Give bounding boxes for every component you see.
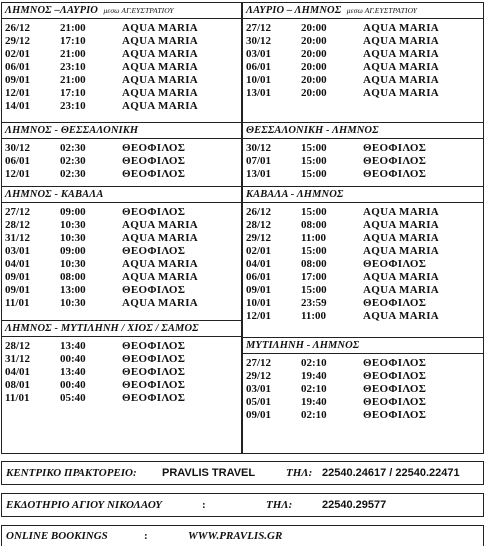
section-header: ΛΗΜΝΟΣ - ΚΑΒΑΛΑ [2,186,241,203]
ship-name: AQUA MARIA [363,87,440,99]
departure-date: 10/01 [246,297,272,309]
departure-time: 11:00 [301,310,327,322]
schedule-row [243,271,483,284]
schedule-row [2,87,241,100]
schedule-row [243,232,483,245]
departure-time: 08:00 [60,271,86,283]
departure-date: 02/01 [5,48,31,60]
ship-name: ΘΕΟΦΙΛΟΣ [363,370,427,382]
departure-date: 10/01 [246,74,272,86]
departure-time: 02:30 [60,155,86,167]
schedule-row [2,142,241,155]
departure-date: 06/01 [246,61,272,73]
departure-date: 05/01 [246,396,272,408]
ship-name: ΘΕΟΦΙΛΟΣ [363,297,427,309]
departure-date: 03/01 [246,48,272,60]
schedule-row [2,100,241,113]
departure-date: 26/12 [5,22,31,34]
departure-time: 15:00 [301,245,327,257]
ship-name: AQUA MARIA [122,74,199,86]
departure-date: 29/12 [246,370,272,382]
schedule-row [243,297,483,310]
ship-name: AQUA MARIA [122,35,199,47]
ship-name: AQUA MARIA [363,271,440,283]
left-column [1,2,242,454]
ship-name: ΘΕΟΦΙΛΟΣ [122,284,186,296]
departure-date: 14/01 [5,100,31,112]
departure-time: 08:00 [301,258,327,270]
agios-tel: 22540.29577 [322,499,387,511]
section-header: ΛΗΜΝΟΣ - ΜΥΤΙΛΗΝΗ / ΧΙΟΣ / ΣΑΜΟΣ [2,320,241,337]
schedule-row [2,155,241,168]
schedule-row [2,168,241,181]
departure-time: 19:40 [301,396,327,408]
ship-name: AQUA MARIA [363,284,440,296]
departure-date: 12/01 [246,310,272,322]
schedule-row [243,357,483,370]
ship-name: AQUA MARIA [363,219,440,231]
departure-time: 17:00 [301,271,327,283]
section-header: ΚΑΒΑΛΑ - ΛΗΜΝΟΣ [243,186,483,203]
schedule-row [243,22,483,35]
ship-name: AQUA MARIA [122,61,199,73]
section-limnos-mytilini [2,320,241,404]
schedule-row [243,87,483,100]
footer-agios [1,493,484,517]
ship-name: AQUA MARIA [122,87,199,99]
departure-time: 13:40 [60,340,86,352]
departure-time: 15:00 [301,155,327,167]
schedule-row [243,396,483,409]
departure-time: 17:10 [60,87,86,99]
departure-date: 13/01 [246,87,272,99]
departure-date: 07/01 [246,155,272,167]
ship-name: AQUA MARIA [363,232,440,244]
departure-date: 26/12 [246,206,272,218]
schedule-row [2,284,241,297]
schedule-row [2,379,241,392]
section-header: ΛΗΜΝΟΣ –ΛΑΥΡΙΟ μεσω ΑΓ.ΕΥΣΤΡΑΤΙΟΥ [2,3,241,19]
departure-time: 15:00 [301,142,327,154]
schedule-row [243,310,483,323]
schedule-row [243,168,483,181]
ship-name: ΘΕΟΦΙΛΟΣ [363,155,427,167]
departure-time: 21:00 [60,74,86,86]
ship-name: ΘΕΟΦΙΛΟΣ [122,245,186,257]
ship-name: ΘΕΟΦΙΛΟΣ [122,168,186,180]
ship-name: AQUA MARIA [122,48,199,60]
ship-name: AQUA MARIA [363,48,440,60]
section-kavala-limnos [243,186,483,322]
departure-date: 30/12 [246,142,272,154]
departure-date: 11/01 [5,392,30,404]
departure-time: 20:00 [301,35,327,47]
departure-date: 06/01 [246,271,272,283]
departure-date: 29/12 [5,35,31,47]
schedule-row [243,155,483,168]
ship-name: AQUA MARIA [122,22,199,34]
agios-colon: : [202,499,206,511]
schedule-row [243,74,483,87]
right-column [242,2,484,454]
ship-name: ΘΕΟΦΙΛΟΣ [122,340,186,352]
departure-date: 31/12 [5,353,31,365]
ship-name: ΘΕΟΦΙΛΟΣ [122,379,186,391]
ship-name: AQUA MARIA [122,258,199,270]
section-lavrio-limnos [243,3,483,99]
departure-date: 28/12 [5,219,31,231]
schedule-row [2,48,241,61]
schedule-row [2,340,241,353]
departure-date: 28/12 [5,340,31,352]
office-label: ΚΕΝΤΡΙΚΟ ΠΡΑΚΤΟΡΕΙΟ: [6,467,137,479]
departure-date: 27/12 [246,22,272,34]
departure-date: 09/01 [5,271,31,283]
departure-time: 13:00 [60,284,86,296]
schedule-row [2,74,241,87]
ship-name: ΘΕΟΦΙΛΟΣ [363,383,427,395]
section-thessaloniki-limnos [243,122,483,180]
departure-time: 23:10 [60,61,86,73]
section-header: ΘΕΣΣΑΛΟΝΙΚΗ - ΛΗΜΝΟΣ [243,122,483,139]
departure-time: 20:00 [301,61,327,73]
ship-name: AQUA MARIA [363,61,440,73]
departure-date: 11/01 [5,297,30,309]
departure-time: 20:00 [301,87,327,99]
departure-time: 21:00 [60,22,86,34]
ship-name: ΘΕΟΦΙΛΟΣ [363,357,427,369]
footer-office [1,461,484,485]
ship-name: AQUA MARIA [122,232,199,244]
departure-time: 13:40 [60,366,86,378]
departure-date: 08/01 [5,379,31,391]
departure-date: 27/12 [5,206,31,218]
online-label: ONLINE BOOKINGS [6,530,108,542]
departure-time: 15:00 [301,168,327,180]
departure-time: 09:00 [60,245,86,257]
departure-date: 06/01 [5,155,31,167]
section-limnos-thessaloniki [2,122,241,180]
section-header: ΜΥΤΙΛΗΝΗ - ΛΗΜΝΟΣ [243,337,483,354]
schedule-row [2,392,241,405]
schedule-row [2,366,241,379]
ship-name: AQUA MARIA [363,74,440,86]
schedule-row [243,370,483,383]
departure-date: 04/01 [5,366,31,378]
departure-time: 10:30 [60,258,86,270]
section-header: ΛΑΥΡΙΟ – ΛΗΜΝΟΣ μεσω ΑΓ.ΕΥΣΤΡΑΤΙΟΥ [243,3,483,19]
departure-time: 02:10 [301,409,327,421]
schedule-row [243,61,483,74]
departure-time: 17:10 [60,35,86,47]
ship-name: AQUA MARIA [363,22,440,34]
ship-name: AQUA MARIA [363,206,440,218]
agios-label: ΕΚΔΟΤΗΡΙΟ ΑΓΙΟΥ ΝΙΚΟΛΑΟΥ [6,499,163,511]
departure-date: 31/12 [5,232,31,244]
ship-name: ΘΕΟΦΙΛΟΣ [363,396,427,408]
departure-date: 03/01 [5,245,31,257]
ship-name: ΘΕΟΦΙΛΟΣ [363,258,427,270]
ship-name: ΘΕΟΦΙΛΟΣ [122,155,186,167]
departure-time: 11:00 [301,232,327,244]
departure-date: 27/12 [246,357,272,369]
schedule-row [243,245,483,258]
schedule-row [2,35,241,48]
ship-name: ΘΕΟΦΙΛΟΣ [122,353,186,365]
departure-time: 02:10 [301,383,327,395]
office-name: PRAVLIS TRAVEL [162,467,256,479]
ship-name: ΘΕΟΦΙΛΟΣ [122,392,186,404]
schedule-row [243,142,483,155]
schedule-row [243,35,483,48]
departure-time: 02:30 [60,142,86,154]
schedule-row [2,219,241,232]
section-mytilini-limnos [243,337,483,421]
section-header: ΛΗΜΝΟΣ - ΘΕΣΣΑΛΟΝΙΚΗ [2,122,241,139]
departure-time: 23:59 [301,297,327,309]
schedule-row [243,409,483,422]
ship-name: AQUA MARIA [122,297,199,309]
agios-tel-label: ΤΗΛ: [266,499,293,511]
online-url[interactable]: WWW.PRAVLIS.GR [188,530,283,542]
departure-time: 10:30 [60,219,86,231]
schedule-row [2,353,241,366]
office-tel-label: ΤΗΛ: [286,467,313,479]
ship-name: ΘΕΟΦΙΛΟΣ [122,142,186,154]
footer-online [1,525,484,546]
section-limnos-kavala [2,186,241,309]
departure-time: 02:10 [301,357,327,369]
departure-time: 05:40 [60,392,86,404]
ship-name: AQUA MARIA [363,245,440,257]
departure-time: 23:10 [60,100,86,112]
ship-name: ΘΕΟΦΙΛΟΣ [122,206,186,218]
schedule-row [2,22,241,35]
schedule-row [243,48,483,61]
departure-date: 12/01 [5,168,31,180]
departure-date: 28/12 [246,219,272,231]
ship-name: ΘΕΟΦΙΛΟΣ [363,409,427,421]
departure-time: 21:00 [60,48,86,60]
schedule-row [243,219,483,232]
departure-time: 20:00 [301,74,327,86]
ship-name: AQUA MARIA [122,219,199,231]
schedule-row [2,271,241,284]
ship-name: AQUA MARIA [122,271,199,283]
departure-date: 04/01 [5,258,31,270]
departure-time: 10:30 [60,232,86,244]
departure-time: 15:00 [301,284,327,296]
online-colon: : [144,530,148,542]
departure-time: 19:40 [301,370,327,382]
ship-name: ΘΕΟΦΙΛΟΣ [122,366,186,378]
schedule-row [2,297,241,310]
departure-date: 06/01 [5,61,31,73]
departure-time: 15:00 [301,206,327,218]
ship-name: AQUA MARIA [122,100,199,112]
departure-date: 12/01 [5,87,31,99]
ship-name: AQUA MARIA [363,310,440,322]
departure-time: 08:00 [301,219,327,231]
departure-date: 30/12 [5,142,31,154]
departure-date: 30/12 [246,35,272,47]
departure-date: 09/01 [5,74,31,86]
departure-time: 09:00 [60,206,86,218]
departure-time: 02:30 [60,168,86,180]
departure-time: 20:00 [301,22,327,34]
departure-time: 10:30 [60,297,86,309]
departure-time: 00:40 [60,379,86,391]
departure-time: 00:40 [60,353,86,365]
schedule-row [243,258,483,271]
departure-date: 04/01 [246,258,272,270]
section-limnos-lavrio [2,3,241,112]
departure-date: 29/12 [246,232,272,244]
schedule-row [243,284,483,297]
departure-date: 02/01 [246,245,272,257]
schedule-row [243,206,483,219]
departure-date: 09/01 [5,284,31,296]
ship-name: AQUA MARIA [363,35,440,47]
departure-date: 03/01 [246,383,272,395]
schedule-row [2,232,241,245]
ship-name: ΘΕΟΦΙΛΟΣ [363,168,427,180]
schedule-row [2,61,241,74]
schedule-row [243,383,483,396]
schedule-row [2,258,241,271]
departure-date: 09/01 [246,284,272,296]
schedule-row [2,245,241,258]
departure-date: 09/01 [246,409,272,421]
departure-time: 20:00 [301,48,327,60]
departure-date: 13/01 [246,168,272,180]
office-tel: 22540.24617 / 22540.22471 [322,467,460,479]
ship-name: ΘΕΟΦΙΛΟΣ [363,142,427,154]
schedule-row [2,206,241,219]
